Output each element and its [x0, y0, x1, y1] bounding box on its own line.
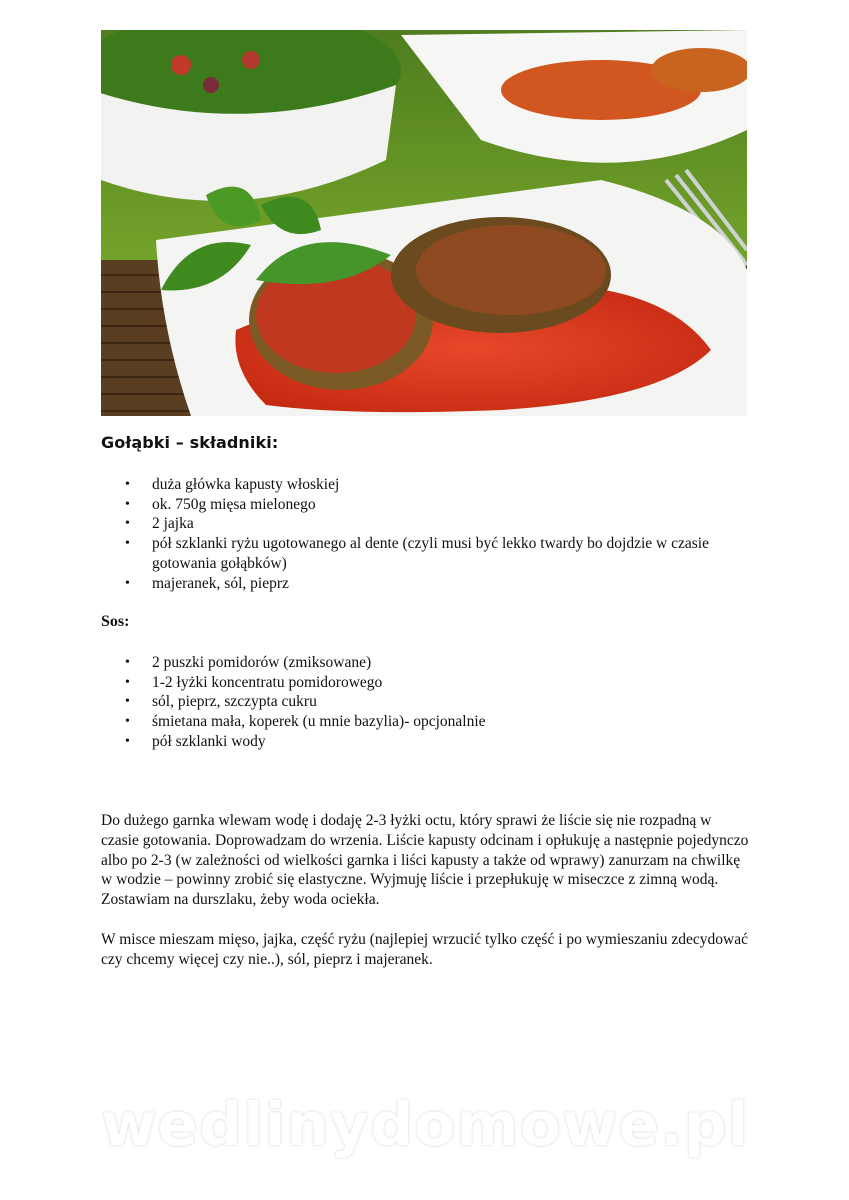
list-item: • śmietana mała, koperek (u mnie bazylia)- opcjonalnie [101, 712, 741, 732]
instructions-paragraph-2: W misce mieszam mięso, jajka, część ryżu (najlepiej wrzucić tylko część i po wymieszaniu zdecydować czy chcemy więcej czy nie..), sól, pieprz i majeranek. [101, 931, 749, 968]
instructions-paragraph-1: Do dużego garnka wlewam wodę i dodaję 2-3 łyżki octu, który sprawi że liście się nie rozpadną w czasie gotowania. Doprowadzam do wrzenia. Liście kapusty odcinam i opłukuję a następnie pojedynczo albo po 2-3 (w zależności od wielkości garnka i liści kapusty a także od wprawy) zanurzam na chwilkę w wodzie – powinny zrobić się elastyczne. Wyjmuję liście i przepłukuję w miseczce z zimną wodą. Zostawiam na durszlaku, żeby woda ociekła. [101, 812, 749, 909]
ingredients-list [101, 475, 741, 593]
list-item: • sól, pieprz, szczypta cukru [101, 692, 741, 712]
dish-photo [101, 30, 747, 416]
sauce-list [101, 653, 741, 752]
ingredients-heading: Gołąbki – składniki: [101, 433, 279, 452]
list-item: • 2 jajka [101, 514, 741, 534]
list-item: • duża główka kapusty włoskiej [101, 475, 741, 495]
list-item: • 1-2 łyżki koncentratu pomidorowego [101, 673, 741, 693]
list-item: • pół szklanki ryżu ugotowanego al dente (czyli musi być lekko twardy bo dojdzie w czasie gotowania gołąbków) [101, 534, 741, 573]
list-item: • majeranek, sól, pieprz [101, 574, 741, 594]
list-item: • 2 puszki pomidorów (zmiksowane) [101, 653, 741, 673]
watermark: wedlinydomowe.pl [101, 1090, 750, 1160]
sauce-heading: Sos: [101, 613, 130, 630]
dish-illustration [101, 30, 747, 416]
list-item: • ok. 750g mięsa mielonego [101, 495, 741, 515]
list-item: • pół szklanki wody [101, 732, 741, 752]
